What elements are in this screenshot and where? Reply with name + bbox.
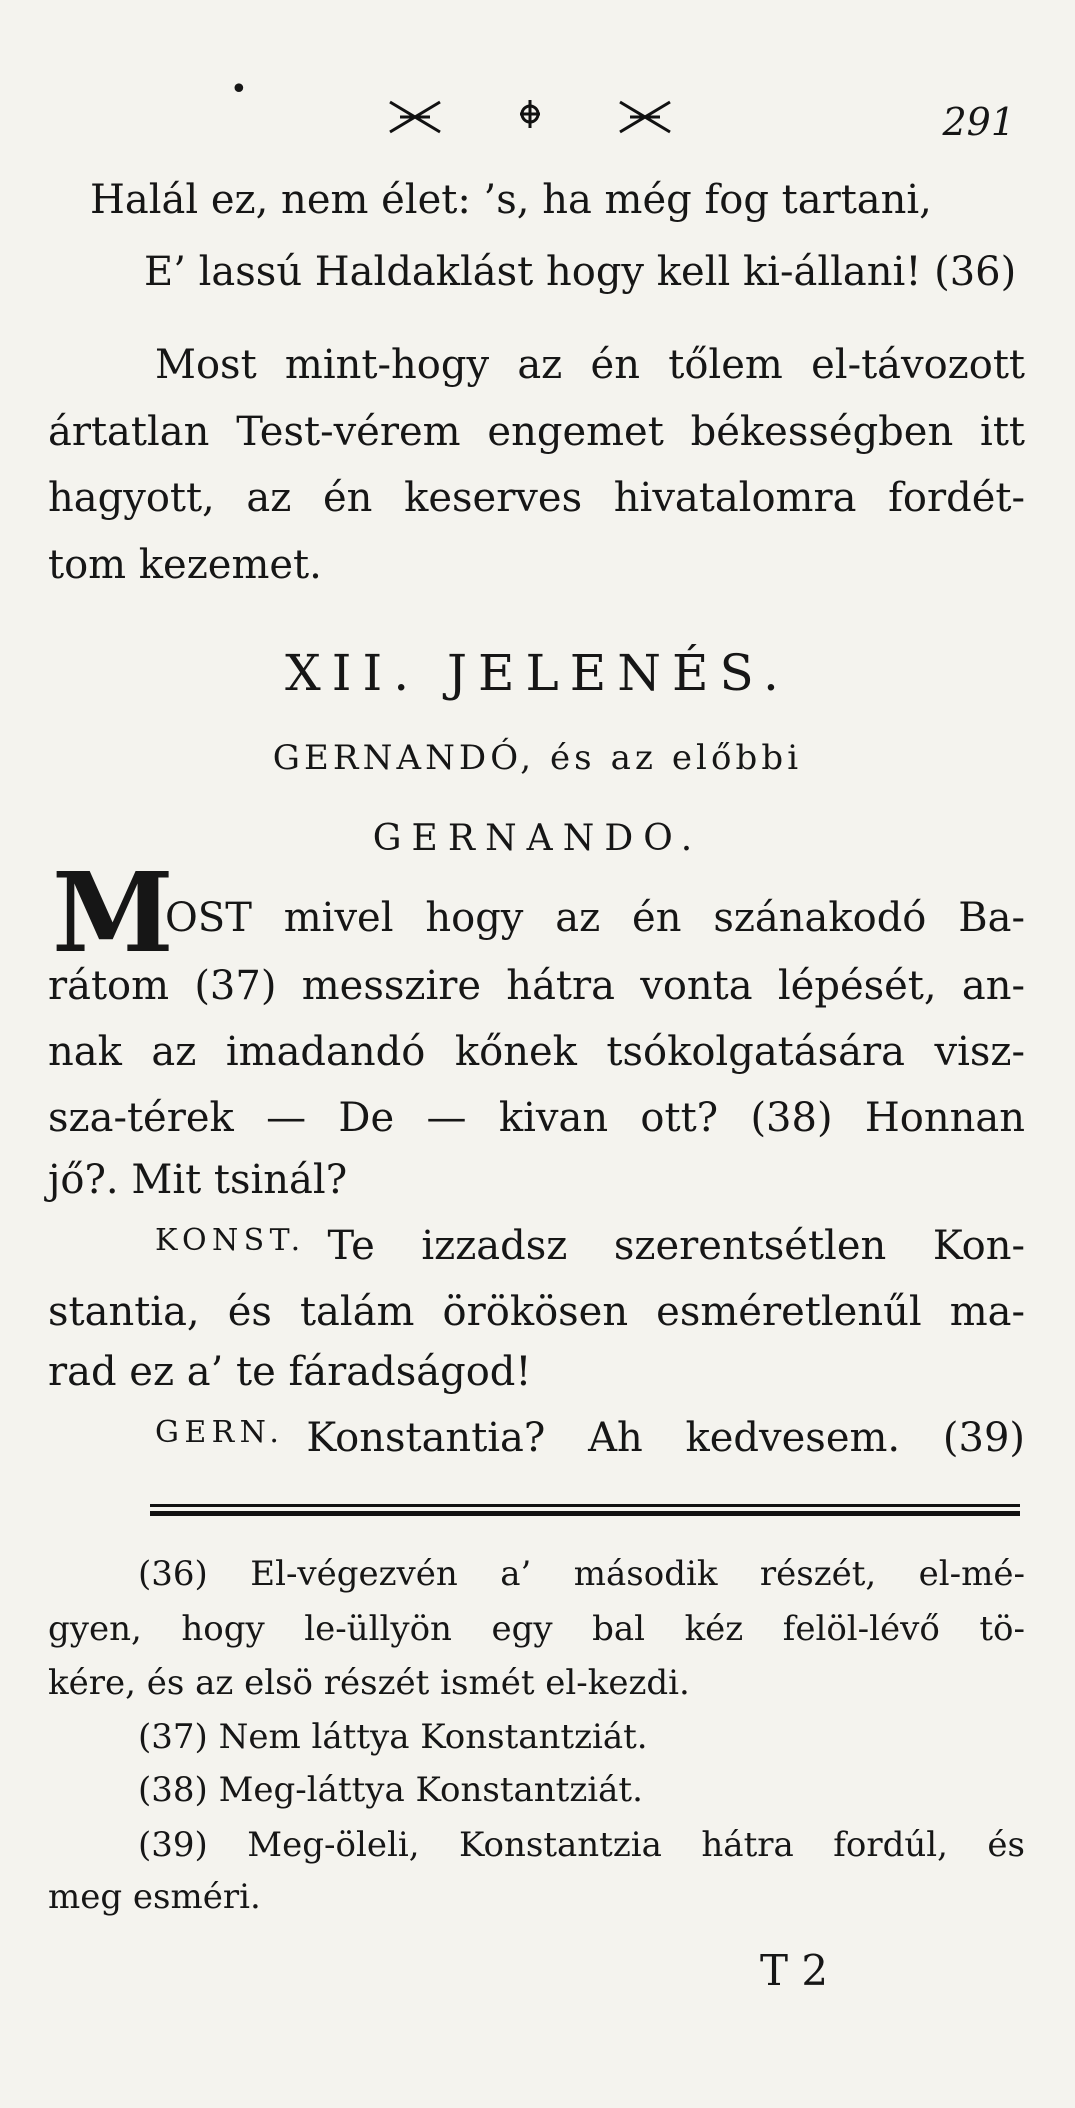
speech-line: Konstantia? Ah kedvesem. (39)	[306, 1415, 1025, 1461]
footnote-line: (36) El-végezvén a’ második részét, el-mé-	[138, 1554, 1025, 1594]
footnote-line: (39) Meg-öleli, Konstantzia hátra fordúl, és	[138, 1825, 1025, 1865]
ink-mark: •	[230, 72, 248, 107]
verse-line: Halál ez, nem élet: ’s, ha még fog tartani,	[90, 177, 932, 223]
speech-line: stantia, és talám örökösen esméretlenűl ma-	[48, 1289, 1025, 1335]
scene-cast: GERNANDÓ, és az előbbi	[272, 738, 803, 778]
paragraph-line: ártatlan Test-vérem engemet békességben itt	[48, 409, 1025, 455]
footnote-line: meg esméri.	[48, 1877, 261, 1917]
speech-line: rad ez a’ te fáradságod!	[48, 1349, 532, 1395]
footnote-line: gyen, hogy le-üllyön egy bal kéz felöl-lévő tö-	[48, 1609, 1025, 1649]
scene-speaker: GERNANDO.	[372, 818, 703, 859]
speech-line: OST mivel hogy az én szánakodó Ba-	[165, 895, 1025, 941]
signature-mark: T 2	[760, 1946, 829, 1995]
footnote-line: (37) Nem láttya Konstantziát.	[138, 1717, 648, 1757]
page-number: 291	[942, 100, 1015, 144]
footnote-line: kére, és az elsö részét ismét el-kezdi.	[48, 1663, 690, 1703]
footnote-divider	[150, 1504, 1020, 1507]
speech-line: nak az imadandó kőnek tsókolgatására visz-	[48, 1029, 1025, 1075]
drop-cap: M	[52, 848, 174, 977]
paragraph-line: hagyott, az én keserves hivatalomra fordét-	[48, 475, 1025, 521]
speech-line: jő?. Mit tsinál?	[48, 1157, 348, 1203]
footnote-divider-thick	[150, 1511, 1020, 1516]
speech-line: Te izzadsz szerentsétlen Kon-	[327, 1223, 1025, 1269]
footnote-line: (38) Meg-láttya Konstantziát.	[138, 1770, 643, 1810]
verse-line: E’ lassú Haldaklást hogy kell ki-állani! (36)	[144, 249, 1017, 295]
flourish-ornament-icon	[380, 92, 680, 142]
paragraph-line: Most mint-hogy az én tőlem el-távozott	[155, 342, 1025, 388]
scene-title: XII. JELENÉS.	[285, 644, 790, 702]
paragraph-line: tom kezemet.	[48, 542, 322, 588]
speaker-name: KONST.	[155, 1223, 306, 1258]
speech-line: rátom (37) messzire hátra vonta lépését, an-	[48, 963, 1025, 1009]
speech-line: sza-térek — De — kivan ott? (38) Honnan	[48, 1095, 1025, 1141]
speaker-name: GERN.	[155, 1415, 285, 1450]
